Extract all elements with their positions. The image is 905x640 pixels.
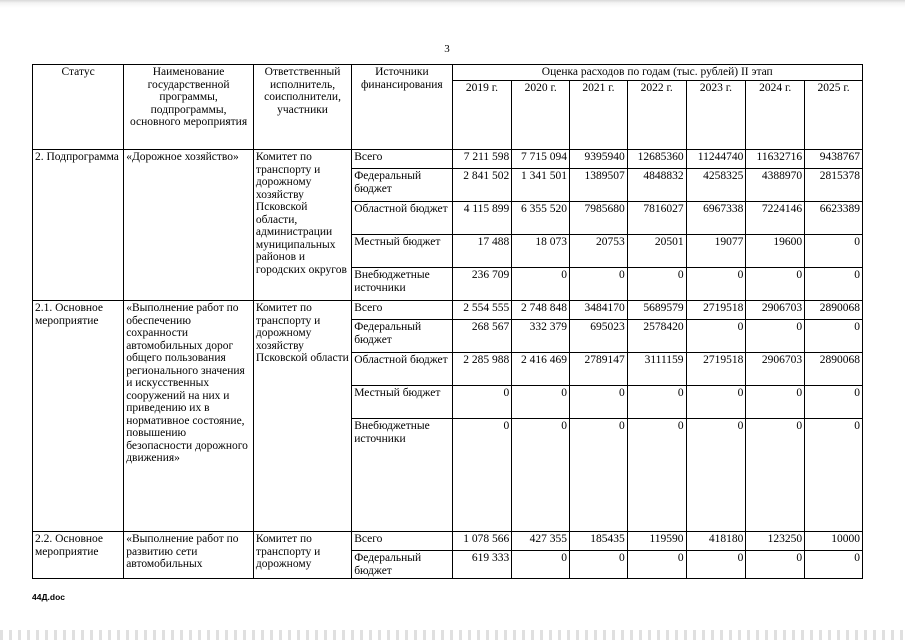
status-cell: 2.1. Основное мероприятие [33, 301, 124, 532]
page-number: 3 [444, 43, 450, 55]
header-year: 2024 г. [746, 80, 805, 150]
amount-cell: 268 567 [452, 320, 512, 353]
amount-cell: 4388970 [746, 169, 805, 202]
funding-source-cell: Всего [352, 301, 452, 320]
funding-source-cell: Федеральный бюджет [352, 320, 452, 353]
table-row [33, 150, 863, 169]
amount-cell: 0 [452, 419, 512, 532]
amount-cell: 20753 [570, 235, 628, 268]
header-year: 2022 г. [627, 80, 686, 150]
amount-cell: 119590 [627, 532, 686, 551]
amount-cell: 2719518 [686, 353, 746, 386]
table-row [33, 301, 863, 320]
amount-cell: 2578420 [627, 320, 686, 353]
amount-cell: 0 [570, 419, 628, 532]
amount-cell: 2906703 [746, 301, 805, 320]
amount-cell: 0 [570, 386, 628, 419]
scan-bottom-edge [0, 630, 905, 640]
amount-cell: 19600 [746, 235, 805, 268]
amount-cell: 2906703 [746, 353, 805, 386]
funding-source-cell: Внебюджетные источники [352, 419, 452, 532]
amount-cell: 0 [570, 268, 628, 301]
amount-cell: 4258325 [686, 169, 746, 202]
funding-source-cell: Всего [352, 532, 452, 551]
amount-cell: 2 841 502 [452, 169, 512, 202]
amount-cell: 12685360 [627, 150, 686, 169]
amount-cell: 0 [627, 268, 686, 301]
amount-cell: 0 [805, 235, 863, 268]
amount-cell: 6623389 [805, 202, 863, 235]
header-year: 2021 г. [570, 80, 628, 150]
amount-cell: 7 715 094 [512, 150, 570, 169]
amount-cell: 9438767 [805, 150, 863, 169]
amount-cell: 123250 [746, 532, 805, 551]
amount-cell: 0 [746, 419, 805, 532]
amount-cell: 0 [512, 386, 570, 419]
amount-cell: 0 [686, 386, 746, 419]
amount-cell: 0 [746, 551, 805, 579]
amount-cell: 0 [570, 551, 628, 579]
amount-cell: 427 355 [512, 532, 570, 551]
amount-cell: 0 [805, 386, 863, 419]
amount-cell: 0 [805, 419, 863, 532]
program-name-cell: «Дорожное хозяйство» [124, 150, 254, 301]
amount-cell: 10000 [805, 532, 863, 551]
header-row-top [33, 65, 863, 81]
amount-cell: 11244740 [686, 150, 746, 169]
amount-cell: 1389507 [570, 169, 628, 202]
amount-cell: 0 [512, 419, 570, 532]
amount-cell: 0 [686, 268, 746, 301]
budget-table [32, 64, 863, 579]
funding-source-cell: Федеральный бюджет [352, 169, 452, 202]
amount-cell: 0 [805, 268, 863, 301]
header-year: 2019 г. [452, 80, 512, 150]
amount-cell: 11632716 [746, 150, 805, 169]
amount-cell: 0 [452, 386, 512, 419]
executor-cell: Комитет по транспорту и дорожному хозяйству Псковской области [253, 301, 351, 532]
amount-cell: 7224146 [746, 202, 805, 235]
amount-cell: 6 355 520 [512, 202, 570, 235]
amount-cell: 7816027 [627, 202, 686, 235]
amount-cell: 0 [746, 320, 805, 353]
amount-cell: 19077 [686, 235, 746, 268]
amount-cell: 7 211 598 [452, 150, 512, 169]
funding-source-cell: Федеральный бюджет [352, 551, 452, 579]
funding-source-cell: Всего [352, 150, 452, 169]
amount-cell: 418180 [686, 532, 746, 551]
funding-source-cell: Местный бюджет [352, 235, 452, 268]
amount-cell: 236 709 [452, 268, 512, 301]
header-year: 2023 г. [686, 80, 746, 150]
amount-cell: 0 [512, 268, 570, 301]
amount-cell: 0 [627, 551, 686, 579]
amount-cell: 4848832 [627, 169, 686, 202]
amount-cell: 185435 [570, 532, 628, 551]
table-body [33, 150, 863, 579]
amount-cell: 2719518 [686, 301, 746, 320]
header-program: Наименование государственной программы, подпрограммы, основного мероприятия [124, 65, 254, 150]
amount-cell: 5689579 [627, 301, 686, 320]
amount-cell: 2890068 [805, 353, 863, 386]
scan-top-edge [0, 0, 905, 8]
amount-cell: 0 [746, 268, 805, 301]
amount-cell: 3484170 [570, 301, 628, 320]
amount-cell: 3111159 [627, 353, 686, 386]
header-sources: Источники финансирования [352, 65, 452, 150]
amount-cell: 2815378 [805, 169, 863, 202]
executor-cell: Комитет по транспорту и дорожному [253, 532, 351, 579]
amount-cell: 0 [627, 419, 686, 532]
amount-cell: 9395940 [570, 150, 628, 169]
amount-cell: 2 748 848 [512, 301, 570, 320]
status-cell: 2.2. Основное мероприятие [33, 532, 124, 579]
amount-cell: 6967338 [686, 202, 746, 235]
amount-cell: 20501 [627, 235, 686, 268]
amount-cell: 0 [686, 419, 746, 532]
funding-source-cell: Местный бюджет [352, 386, 452, 419]
header-status: Статус [33, 65, 124, 150]
funding-source-cell: Внебюджетные источники [352, 268, 452, 301]
amount-cell: 332 379 [512, 320, 570, 353]
amount-cell: 0 [686, 551, 746, 579]
amount-cell: 2789147 [570, 353, 628, 386]
amount-cell: 2 416 469 [512, 353, 570, 386]
amount-cell: 17 488 [452, 235, 512, 268]
amount-cell: 2890068 [805, 301, 863, 320]
amount-cell: 1 078 566 [452, 532, 512, 551]
program-name-cell: «Выполнение работ по обеспечению сохранности автомобильных дорог общего пользования регионального значения и искусственных сооружений на них и приведению их в нормативное состояние, повышению безопасности дорожного движения» [124, 301, 254, 532]
status-cell: 2. Подпрограмма [33, 150, 124, 301]
amount-cell: 4 115 899 [452, 202, 512, 235]
header-estimate: Оценка расходов по годам (тыс. рублей) II этап [452, 65, 862, 81]
header-year: 2025 г. [805, 80, 863, 150]
amount-cell: 0 [805, 320, 863, 353]
header-executor: Ответственный исполнитель, соисполнители, участники [253, 65, 351, 150]
amount-cell: 1 341 501 [512, 169, 570, 202]
table-row [33, 532, 863, 551]
footer-filename: 44Д.doc [32, 592, 65, 602]
amount-cell: 0 [746, 386, 805, 419]
amount-cell: 619 333 [452, 551, 512, 579]
funding-source-cell: Областной бюджет [352, 353, 452, 386]
amount-cell: 2 285 988 [452, 353, 512, 386]
amount-cell: 0 [686, 320, 746, 353]
amount-cell: 2 554 555 [452, 301, 512, 320]
executor-cell: Комитет по транспорту и дорожному хозяйству Псковской области, администрации муниципальных районов и городских округов [253, 150, 351, 301]
header-year: 2020 г. [512, 80, 570, 150]
funding-source-cell: Областной бюджет [352, 202, 452, 235]
amount-cell: 0 [512, 551, 570, 579]
amount-cell: 0 [627, 386, 686, 419]
amount-cell: 0 [805, 551, 863, 579]
amount-cell: 18 073 [512, 235, 570, 268]
amount-cell: 7985680 [570, 202, 628, 235]
program-name-cell: «Выполнение работ по развитию сети автомобильных [124, 532, 254, 579]
amount-cell: 695023 [570, 320, 628, 353]
